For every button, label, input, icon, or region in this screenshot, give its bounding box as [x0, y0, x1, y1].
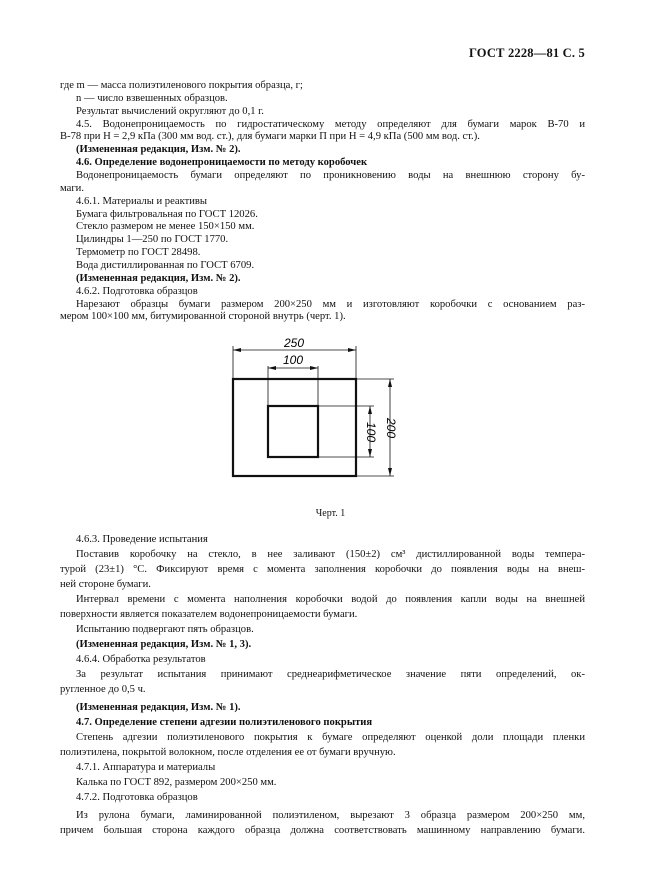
text-line: Поставив коробочку на стекло, в нее заливают (150±2) см³ дистиллированной воды темпера- [76, 549, 585, 560]
label-100-v: 100 [364, 421, 378, 443]
text-line: За результат испытания принимают среднеарифметическое значение пяти определений, ок- [76, 669, 585, 680]
figure-drawing [220, 332, 400, 492]
text-line: Стекло размером не менее 150×150 мм. [76, 221, 255, 232]
text-line: полиэтилена, покрытой волокном, после отделения ее от бумаги вручную. [60, 747, 396, 758]
text-line: турой (23±1) °С. Фиксируют время с момента заполнения коробочки до появления воды на внеш- [60, 564, 585, 575]
text-line: Интервал времени с момента наполнения коробочки водой до появления капли воды на внешней [76, 594, 585, 605]
text-line: Цилиндры 1—250 по ГОСТ 1770. [76, 234, 229, 245]
text-line: 4.7.2. Подготовка образцов [76, 792, 198, 803]
text-line: Из рулона бумаги, ламинированной полиэтиленом, вырезают 3 образца размером 200×250 мм, [76, 810, 585, 821]
text-line: мером 100×100 мм, битумированной стороной внутрь (черт. 1). [60, 311, 346, 322]
text-line: 4.6.2. Подготовка образцов [76, 286, 198, 297]
text-line: поверхности является показателем водонепроницаемости бумаги. [60, 609, 358, 620]
text-line: В-78 при H = 2,9 кПа (300 мм вод. ст.), для бумаги марки П при H = 4,9 кПа (500 мм вод. ст.). [60, 131, 480, 142]
text-line: Бумага фильтровальная по ГОСТ 12026. [76, 209, 258, 220]
text-line: где m — масса полиэтиленового покрытия образца, г; [60, 80, 303, 91]
text-line: (Измененная редакция, Изм. № 2). [76, 144, 241, 155]
text-line: 4.6. Определение водонепроницаемости по методу коробочек [76, 157, 368, 168]
text-line: 4.7. Определение степени адгезии полиэтиленового покрытия [76, 717, 373, 728]
text-line: Результат вычислений округляют до 0,1 г. [76, 106, 264, 117]
text-line: 4.6.4. Обработка результатов [76, 654, 206, 665]
text-line: 4.7.1. Аппаратура и материалы [76, 762, 216, 773]
text-line: (Измененная редакция, Изм. № 1). [76, 702, 241, 713]
text-line: ругленное до 0,5 ч. [60, 684, 146, 695]
text-line: (Измененная редакция, Изм. № 1, 3). [76, 639, 252, 650]
text-line: маги. [60, 183, 84, 194]
text-line: ней стороне бумаги. [60, 579, 151, 590]
label-200: 200 [384, 417, 398, 439]
text-line: Испытанию подвергают пять образцов. [76, 624, 254, 635]
outer-sample-rect [233, 379, 356, 476]
text-line: Вода дистиллированная по ГОСТ 6709. [76, 260, 255, 271]
page-header: ГОСТ 2228—81 С. 5 [468, 46, 585, 60]
label-100-h: 100 [282, 353, 304, 367]
figure-caption: Черт. 1 [315, 508, 346, 519]
text-line: 4.6.1. Материалы и реактивы [76, 196, 208, 207]
text-line: 4.6.3. Проведение испытания [76, 534, 208, 545]
text-line: причем большая сторона каждого образца должна соответствовать машинному направлению бумаги. [60, 825, 585, 836]
text-line: Нарезают образцы бумаги размером 200×250 мм и изготовляют коробочки с основанием раз- [76, 299, 585, 310]
text-line: (Измененная редакция, Изм. № 2). [76, 273, 241, 284]
box-base-rect [268, 406, 318, 457]
text-line: n — число взвешенных образцов. [76, 93, 228, 104]
text-line: Водонепроницаемость бумаги определяют по проникновению воды на внешнюю сторону бу- [76, 170, 585, 181]
label-250: 250 [283, 336, 305, 350]
text-line: Степень адгезии полиэтиленового покрытия к бумаге определяют оценкой доли площади пленки [76, 732, 585, 743]
text-line: Термометр по ГОСТ 28498. [76, 247, 201, 258]
text-line: Калька по ГОСТ 892, размером 200×250 мм. [76, 777, 277, 788]
text-line: 4.5. Водонепроницаемость по гидростатическому методу определяют для бумаги марок В-70 и [76, 119, 585, 130]
